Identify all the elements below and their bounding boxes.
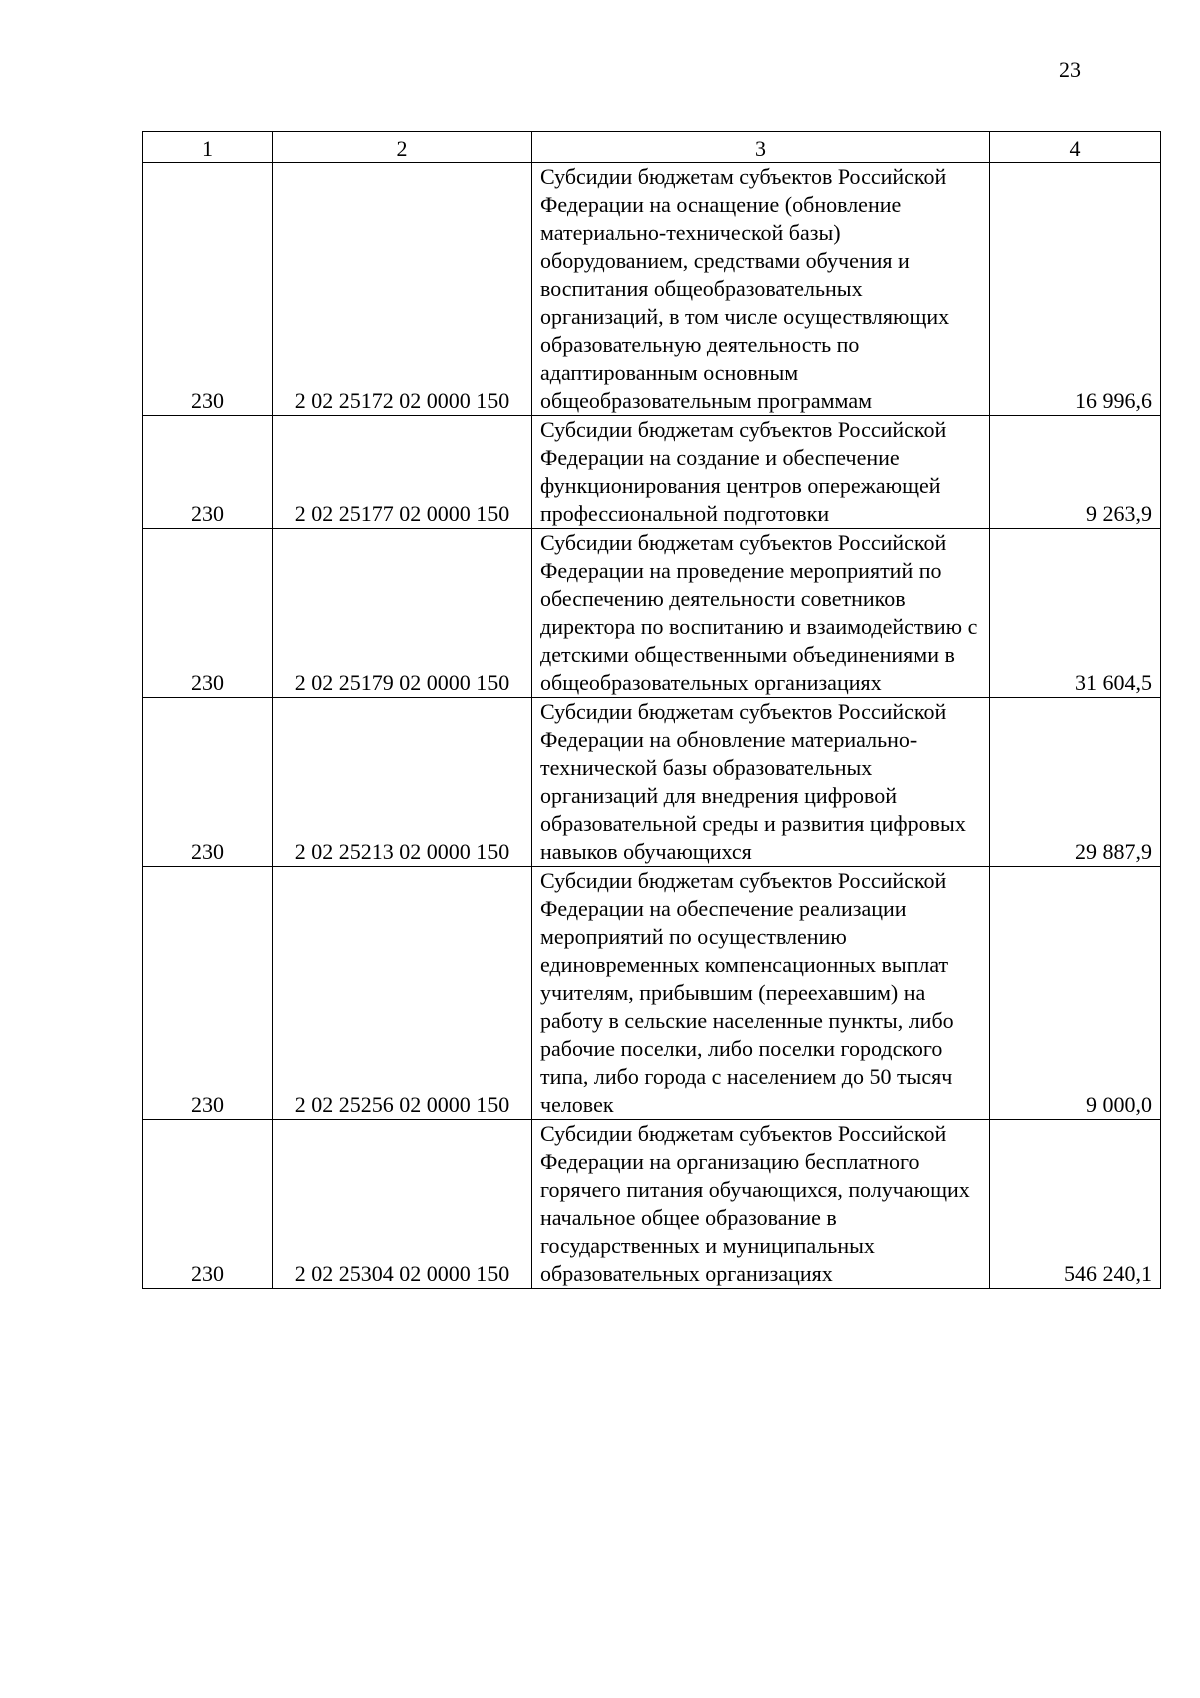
table-row: [143, 867, 1161, 1120]
revenue-name-cell: Субсидии бюджетам субъектов Российской Федерации на проведение мероприятий по обеспечению деятельности советников директора по воспитанию и взаимодействию с детскими общественными объединениями в общеобразовательных организациях: [532, 529, 990, 698]
page-number: 23: [1059, 57, 1081, 82]
header-cell-4: 4: [990, 132, 1161, 163]
amount-cell: 16 996,6: [990, 163, 1161, 416]
revenue-name-cell: Субсидии бюджетам субъектов Российской Федерации на создание и обеспечение функционирования центров опережающей профессиональной подготовки: [532, 416, 990, 529]
budget-table: [142, 131, 1161, 1289]
amount-cell: 31 604,5: [990, 529, 1161, 698]
header-cell-3: 3: [532, 132, 990, 163]
budget-code-cell: 2 02 25179 02 0000 150: [273, 529, 532, 698]
budget-code-cell: 2 02 25172 02 0000 150: [273, 163, 532, 416]
admin-code-cell: 230: [143, 163, 273, 416]
table-row: [143, 416, 1161, 529]
budget-code-cell: 2 02 25304 02 0000 150: [273, 1120, 532, 1289]
table-header: [143, 132, 1161, 163]
admin-code-cell: 230: [143, 698, 273, 867]
revenue-name-cell: Субсидии бюджетам субъектов Российской Федерации на обеспечение реализации мероприятий по осуществлению единовременных компенсационных выплат учителям, прибывшим (переехавшим) на работу в сельские населенные пункты, либо рабочие поселки, либо поселки городского типа, либо города с населением до 50 тысяч человек: [532, 867, 990, 1120]
admin-code-cell: 230: [143, 416, 273, 529]
revenue-name-cell: Субсидии бюджетам субъектов Российской Федерации на оснащение (обновление материально-технической базы) оборудованием, средствами обучения и воспитания общеобразовательных организаций, в том числе осуществляющих образовательную деятельность по адаптированным основным общеобразовательным программам: [532, 163, 990, 416]
amount-cell: 29 887,9: [990, 698, 1161, 867]
amount-cell: 9 000,0: [990, 867, 1161, 1120]
table-row: [143, 163, 1161, 416]
budget-code-cell: 2 02 25256 02 0000 150: [273, 867, 532, 1120]
admin-code-cell: 230: [143, 867, 273, 1120]
revenue-name-cell: Субсидии бюджетам субъектов Российской Федерации на обновление материально-технической базы образовательных организаций для внедрения цифровой образовательной среды и развития цифровых навыков обучающихся: [532, 698, 990, 867]
revenue-name-cell: Субсидии бюджетам субъектов Российской Федерации на организацию бесплатного горячего питания обучающихся, получающих начальное общее образование в государственных и муниципальных образовательных организациях: [532, 1120, 990, 1289]
header-cell-2: 2: [273, 132, 532, 163]
table-row: [143, 529, 1161, 698]
budget-code-cell: 2 02 25213 02 0000 150: [273, 698, 532, 867]
amount-cell: 546 240,1: [990, 1120, 1161, 1289]
amount-cell: 9 263,9: [990, 416, 1161, 529]
table-row: [143, 698, 1161, 867]
header-row: [143, 132, 1161, 163]
table-row: [143, 1120, 1161, 1289]
budget-code-cell: 2 02 25177 02 0000 150: [273, 416, 532, 529]
admin-code-cell: 230: [143, 529, 273, 698]
table-body: [143, 163, 1161, 1289]
admin-code-cell: 230: [143, 1120, 273, 1289]
header-cell-1: 1: [143, 132, 273, 163]
